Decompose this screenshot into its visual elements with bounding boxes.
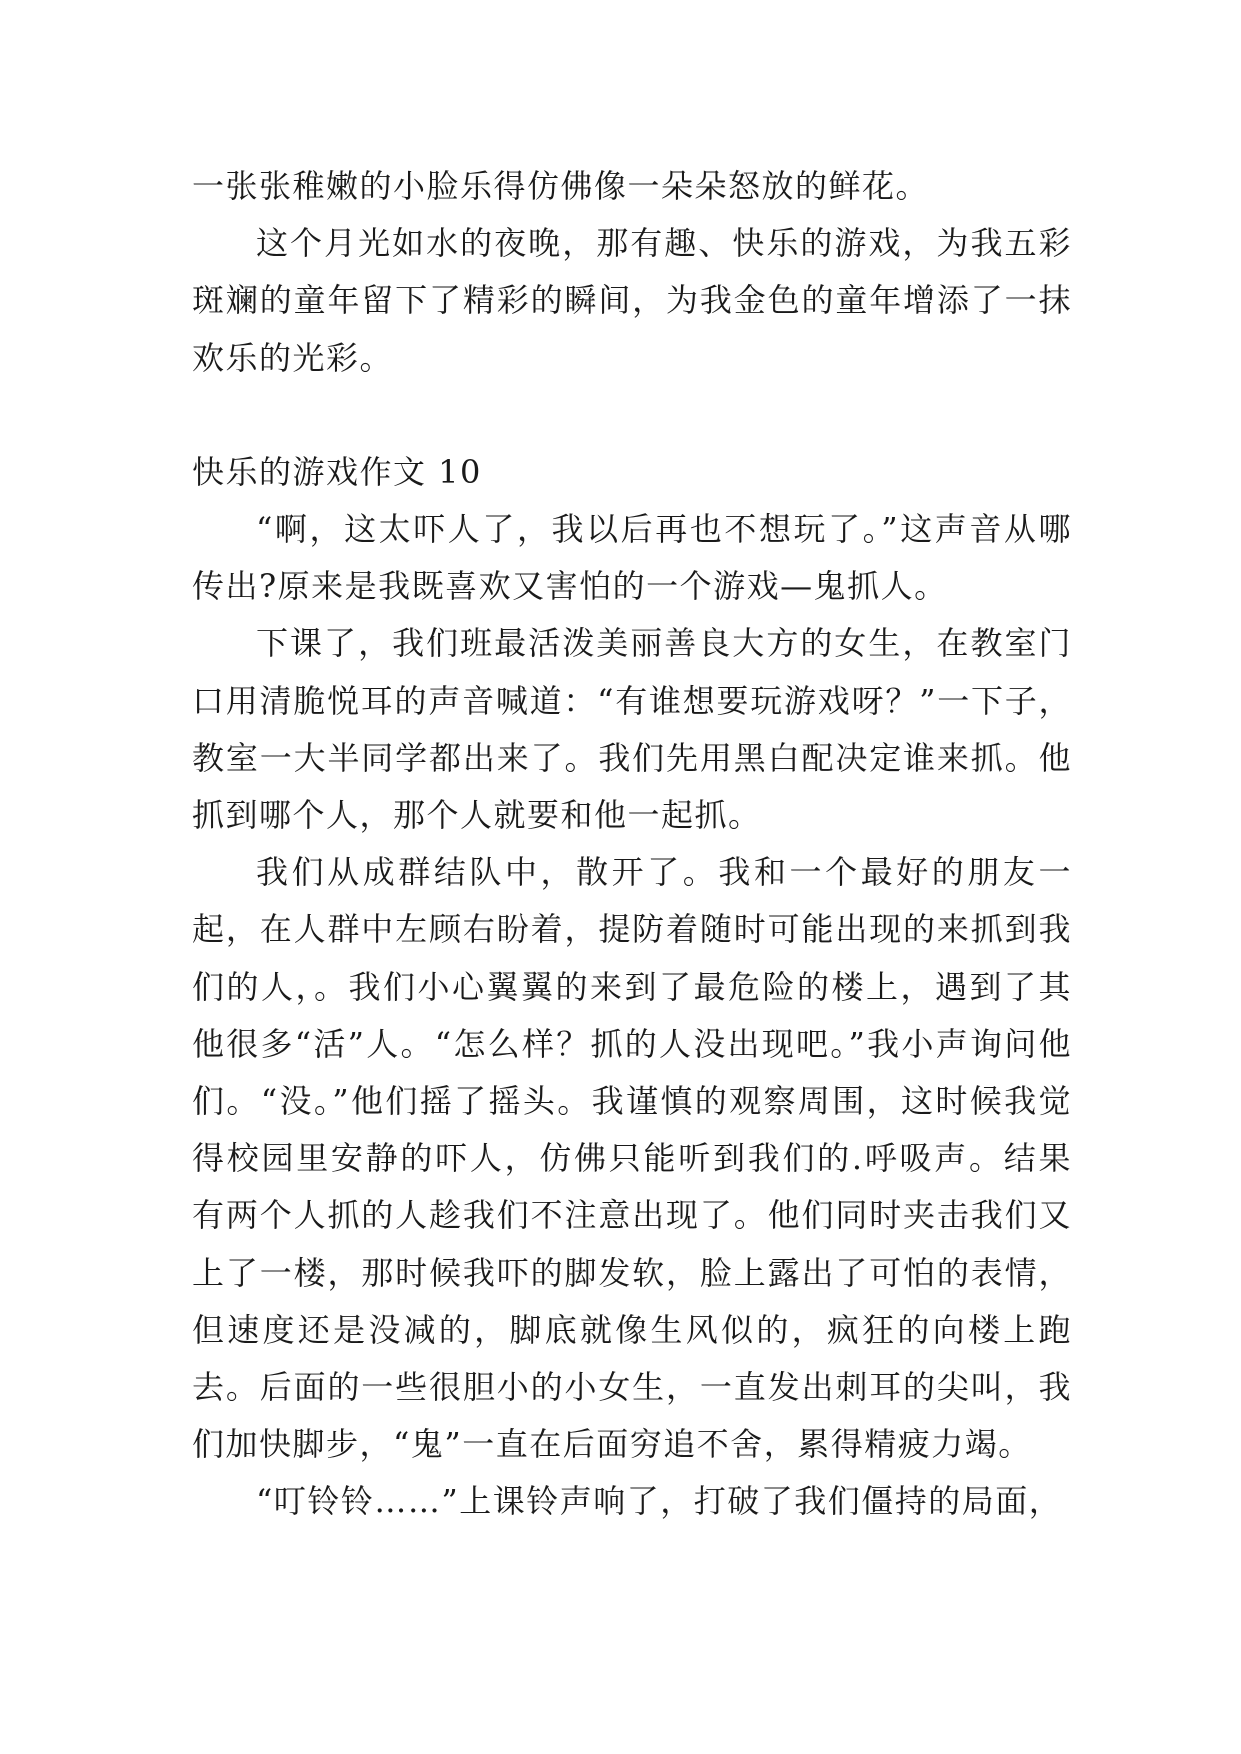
paragraph: 下课了，我们班最活泼美丽善良大方的女生，在教室门口用清脆悦耳的声音喊道：“有谁想要玩游戏呀？”一下子，教室一大半同学都出来了。我们先用黑白配决定谁来抓。他抓到哪个人，那个人就要和他一起抓。 bbox=[192, 624, 1072, 835]
paragraph: 一张张稚嫩的小脸乐得仿佛像一朵朵怒放的鲜花。 bbox=[192, 167, 930, 205]
section-title: 快乐的游戏作文 10 bbox=[192, 452, 482, 491]
paragraph: 这个月光如水的夜晚，那有趣、快乐的游戏，为我五彩斑斓的童年留下了精彩的瞬间，为我金色的童年增添了一抹欢乐的光彩。 bbox=[192, 224, 1072, 377]
paragraph: 我们从成群结队中，散开了。我和一个最好的朋友一起，在人群中左顾右盼着，提防着随时可能出现的来抓到我们的人，。我们小心翼翼的来到了最危险的楼上，遇到了其他很多“活”人。“怎么样？抓的人没出现吧。”我小声询问他们。“没。”他们摇了摇头。我谨慎的观察周围，这时候我觉得校园里安静的吓人，仿佛只能听到我们的.呼吸声。结果有两个人抓的人趁我们不注意出现了。他们同时夹击我们又上了一楼，那时候我吓的脚发软，脸上露出了可怕的表情，但速度还是没减的，脚底就像生风似的，疯狂的向楼上跑去。后面的一些很胆小的小女生，一直发出刺耳的尖叫，我们加快脚步，“鬼”一直在后面穷追不舍，累得精疲力竭。 bbox=[192, 853, 1072, 1464]
paragraph: “叮铃铃……”上课铃声响了，打破了我们僵持的局面， bbox=[256, 1482, 1063, 1521]
section-gap bbox=[192, 387, 1072, 444]
document-body bbox=[192, 158, 1072, 1531]
paragraph: “啊，这太吓人了，我以后再也不想玩了。”这声音从哪传出?原来是我既喜欢又害怕的一个游戏—鬼抓人。 bbox=[192, 510, 1072, 606]
